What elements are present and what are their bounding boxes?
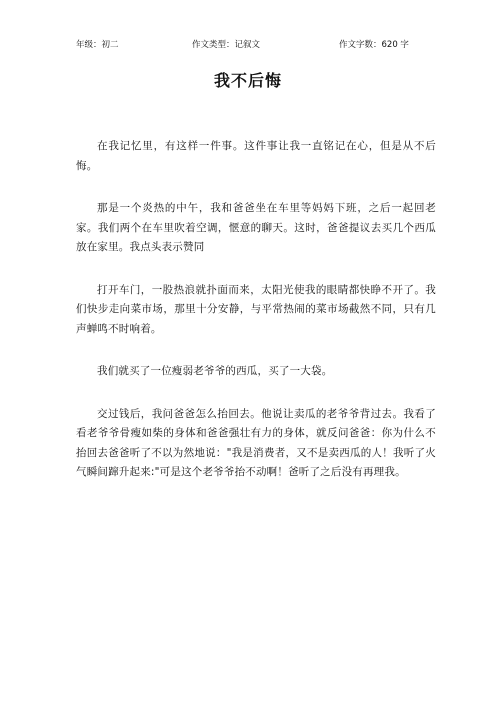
paragraph: 那是一个炎热的中午，我和爸爸坐在车里等妈妈下班，之后一起回老家。我们两个在车里吹着空调，惬意的聊天。这时，爸爸提议去买几个西瓜放在家里。我点头表示赞同	[76, 202, 436, 253]
paragraph: 交过钱后，我问爸爸怎么抬回去。他说让卖瓜的老爷爷背过去。我看了看老爷爷骨瘦如柴的身体和爸爸强壮有力的身体，就反问爸爸：你为什么不抬回去爸爸听了不以为然地说："我是消费者，又不是卖西瓜的人！我听了火气瞬间蹿升起来:"可是这个老爷爷抬不动啊！爸听了之后没有再理我。	[76, 407, 436, 478]
grade-label: 年级：初二	[76, 40, 119, 50]
paragraph: 我们就买了一位瘦弱老爷爷的西瓜，买了一大袋。	[97, 365, 333, 377]
word-count-label: 作文字数：620 字	[339, 40, 409, 50]
essay-body	[76, 137, 436, 506]
essay-title: 我不后悔	[213, 71, 282, 90]
essay-type-label: 作文类型：记叙文	[192, 40, 261, 50]
paragraph: 在我记忆里，有这样一件事。这件事让我一直铭记在心，但是从不后悔。	[76, 140, 436, 172]
paragraph: 打开车门，一股热浪就扑面而来，太阳光使我的眼睛都快睁不开了。我们快步走向菜市场，那里十分安静，与平常热闹的菜市场截然不同，只有几声蝉鸣不时响着。	[76, 283, 436, 335]
document-header	[0, 38, 496, 52]
